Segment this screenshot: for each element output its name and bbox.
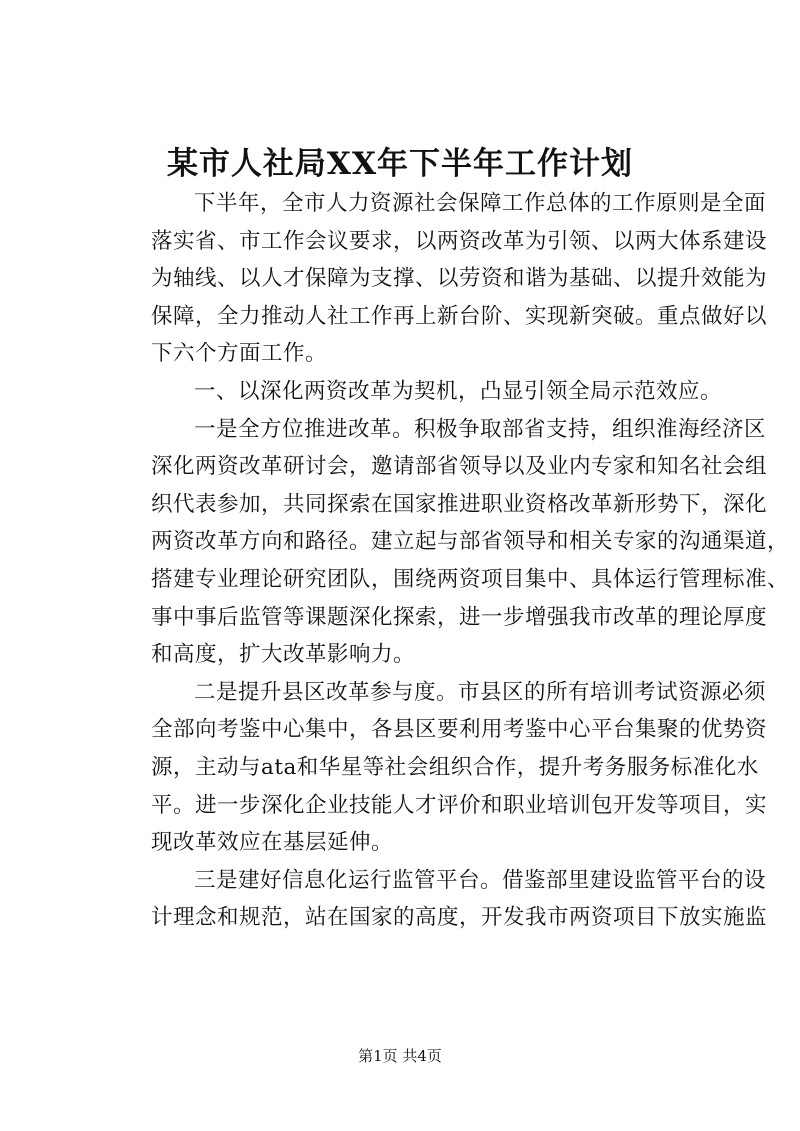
document-body	[108, 185, 790, 937]
text-line: 现改革效应在基层延伸。	[151, 830, 394, 856]
text-line: 落实省、市工作会议要求，以两资改革为引领、以两大体系建设	[151, 228, 768, 254]
text-line: 深化两资改革研讨会，邀请部省领导以及业内专家和知名社会组	[151, 454, 768, 480]
text-line: 两资改革方向和路径。建立起与部省领导和相关专家的沟通渠道，	[151, 529, 790, 555]
text-line: 搭建专业理论研究团队，围绕两资项目集中、具体运行管理标准、	[151, 566, 790, 592]
paragraph-intro	[108, 185, 768, 373]
text-line: 织代表参加，共同探索在国家推进职业资格改革新形势下，深化	[151, 491, 768, 517]
text-line: 平。进一步深化企业技能人才评价和职业培训包开发等项目，实	[151, 792, 768, 818]
document-title: 某市人社局XX年下半年工作计划	[166, 146, 634, 182]
text-line: 二是提升县区改革参与度。市县区的所有培训考试资源必须	[194, 679, 767, 705]
paragraph-item-2	[108, 674, 768, 862]
text-line: 保障，全力推动人社工作再上新台阶、实现新突破。重点做好以	[151, 303, 768, 329]
text-line: 为轴线、以人才保障为支撑、以劳资和谐为基础、以提升效能为	[151, 266, 768, 292]
text-line: 和高度，扩大改革影响力。	[151, 642, 416, 668]
paragraph-item-3	[108, 862, 768, 937]
text-line: 全部向考鉴中心集中，各县区要利用考鉴中心平台集聚的优势资	[151, 717, 768, 743]
text-line: 事中事后监管等课题深化探索，进一步增强我市改革的理论厚度	[151, 604, 768, 630]
paragraph-item-1	[108, 411, 790, 674]
text-line: 一是全方位推进改革。积极争取部省支持，组织淮海经济区	[194, 416, 767, 442]
text-line: 三是建好信息化运行监管平台。借鉴部里建设监管平台的设	[194, 867, 767, 893]
text-line: 下半年，全市人力资源社会保障工作总体的工作原则是全面	[194, 191, 767, 216]
text-line: 计理念和规范，站在国家的高度，开发我市两资项目下放实施监	[151, 905, 768, 931]
text-line: 一、以深化两资改革为契机，凸显引领全局示范效应。	[194, 378, 723, 404]
text-line: 源，主动与ata和华星等社会组织合作，提升考务服务标准化水	[151, 754, 759, 780]
page-number-footer: 第1页 共4页	[358, 1047, 442, 1065]
text-line: 下六个方面工作。	[151, 341, 328, 367]
section-heading-1	[108, 373, 723, 411]
